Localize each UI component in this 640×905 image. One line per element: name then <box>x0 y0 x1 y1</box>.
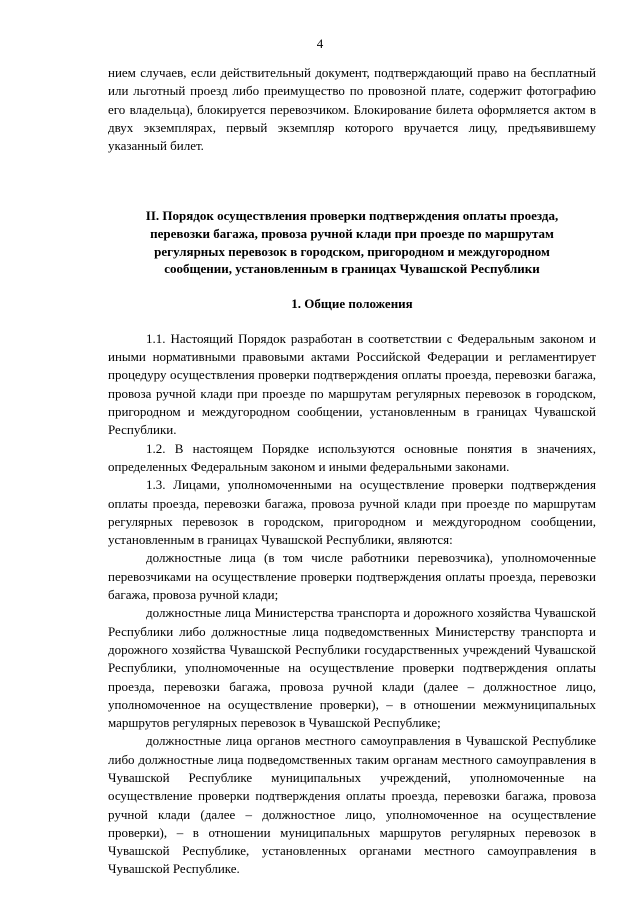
document-body <box>108 64 596 879</box>
paragraph-1-2: 1.2. В настоящем Порядке используются основные понятия в значениях, определенных Федеральным законом и иными федеральными законами. <box>108 440 596 474</box>
carryover-paragraph: нием случаев, если действительный документ, подтверждающий право на бесплатный или льготный проезд либо преимущество по провозной плате, содержит фотографию его владельца), блокируется перевозчиком. Блокирование билета оформляется актом в двух экземплярах, первый экземпляр которого вручается лицу, предъявившему указанный билет. <box>108 65 596 154</box>
list-item-ministry-officials: должностные лица Министерства транспорта и дорожного хозяйства Чувашской Республики либо должностные лица подведомственных Министерству транспорта и дорожного хозяйства Чувашской Республики государственных учреждений Чувашской Республики, уполномоченные на осуществление проверки подтверждения оплаты проезда, перевозки багажа, провоза ручной клади (далее – должностное лицо, уполномоченное на осуществление проверки), – в отношении межмуниципальных маршрутов регулярных перевозок в Чувашской Республике; <box>108 605 596 731</box>
list-item-municipal-officials: должностные лица органов местного самоуправления в Чувашской Республике либо должностные лица подведомственных таким органам местного самоуправления в Чувашской Республике муниципальных учреждений, уполномоченные на осуществление проверки подтверждения оплаты проезда, перевозки багажа, провоза ручной клади (далее – должностное лицо, уполномоченное на осуществление проверки), – в отношении муниципальных маршрутов регулярных перевозок в Чувашской Республике, установленных органами местного самоуправления в Чувашской Республике. <box>108 733 596 877</box>
subsection-title: 1. Общие положения <box>291 295 413 311</box>
paragraph-1-3: 1.3. Лицами, уполномоченными на осуществление проверки подтверждения оплаты проезда, перевозки багажа, провоза ручной клади при проезде по маршрутам регулярных перевозок в городском, пригородном и междугородном сообщении, установленным в границах Чувашской Республики, являются: <box>108 477 596 548</box>
list-item-carrier-officials: должностные лица (в том числе работники перевозчика), уполномоченные перевозчиками на осуществление проверки подтверждения оплаты проезда, перевозки багажа, провоза ручной клади; <box>108 550 596 603</box>
paragraph-1-1: 1.1. Настоящий Порядок разработан в соответствии с Федеральным законом и иными нормативными правовыми актами Российской Федерации и регламентирует процедуру осуществления проверки подтверждения оплаты проезда, перевозки багажа, провоза ручной клади при проезде по маршрутам регулярных перевозок в городском, пригородном и междугородном сообщении, установленным в границах Чувашской Республики. <box>108 330 596 438</box>
page-number: 4 <box>316 36 324 51</box>
section-title: II. Порядок осуществления проверки подтверждения оплаты проезда, перевозки багажа, провоза ручной клади при проезде по маршрутам регулярных перевозок в городском, пригородном и междугородном сообщении, установленным в границах Чувашской Республики <box>145 208 559 277</box>
